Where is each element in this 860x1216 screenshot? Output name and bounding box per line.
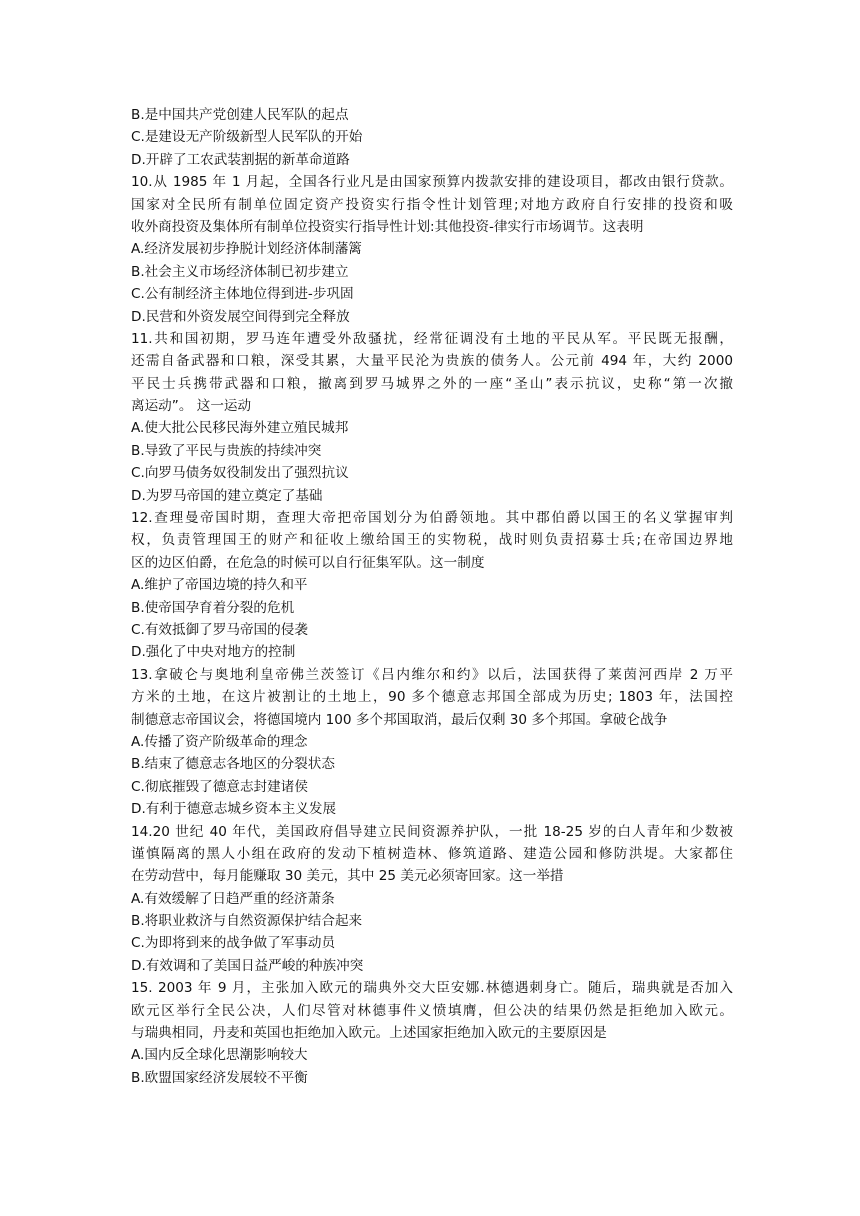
question-11-stem: 11.共和国初期，罗马连年遭受外敌骚扰，经常征调没有土地的平民从军。平民既无报酬，: [131, 330, 733, 347]
question-11-stem: 离运动”。 这一运动: [131, 398, 252, 415]
option-c: C.彻底摧毁了德意志封建诸侯: [131, 778, 308, 795]
question-15-stem: 15. 2003 年 9 月，主张加入欧元的瑞典外交大臣安娜.林德遇刺身亡。随后，瑞典就是否加入: [131, 980, 733, 997]
option-a: A.维护了帝国边境的持久和平: [131, 577, 308, 594]
option-c: C.是建设无产阶级新型人民军队的开始: [131, 129, 363, 146]
question-11-stem: 还需自备武器和口粮，深受其累，大量平民沦为贵族的债务人。公元前 494 年，大约 2000: [131, 353, 733, 370]
question-10-stem: 收外商投资及集体所有制单位投资实行指导性计划:其他投资-律实行市场调节。这表明: [131, 218, 644, 235]
option-b: B.社会主义市场经济体制已初步建立: [131, 263, 349, 280]
question-12-stem: 12.查理曼帝国时期，查理大帝把帝国划分为伯爵领地。其中郡伯爵以国王的名义掌握审判: [131, 510, 733, 527]
option-d: D.为罗马帝国的建立奠定了基础: [131, 487, 323, 504]
question-13-stem: 方米的土地，在这片被割让的土地上，90 多个德意志邦国全部成为历史; 1803 年，法国控: [131, 689, 733, 706]
question-14-stem: 谨慎隔离的黑人小组在政府的发动下植树造林、修筑道路、建造公园和修防洪堤。大家都住: [131, 845, 733, 862]
option-d: D.民营和外资发展空间得到完全释放: [131, 308, 350, 325]
option-b: B.使帝国孕育着分裂的危机: [131, 599, 295, 616]
option-c: C.公有制经济主体地位得到进-步巩固: [131, 286, 354, 303]
option-c: C.有效抵御了罗马帝国的侵袭: [131, 621, 308, 638]
option-d: D.有效调和了美国日益严峻的种族冲突: [131, 957, 364, 974]
option-a: A.经济发展初步挣脱计划经济体制藩篱: [131, 241, 362, 258]
question-11-stem: 平民士兵携带武器和口粮，撤离到罗马城界之外的一座“圣山”表示抗议，史称“第一次撤: [131, 375, 733, 392]
option-d: D.有利于德意志城乡资本主义发展: [131, 801, 337, 818]
question-10-stem: 10.从 1985 年 1 月起，全国各行业凡是由国家预算内拨款安排的建设项目，都改由银行贷款。: [131, 174, 733, 191]
option-c: C.为即将到来的战争做了军事动员: [131, 935, 336, 952]
question-13-stem: 制德意志帝国议会，将德国境内 100 多个邦国取消，最后仅剩 30 多个邦国。拿破仑战争: [131, 711, 668, 728]
option-d: D.强化了中央对地方的控制: [131, 644, 296, 661]
question-14-stem: 在劳动营中，每月能赚取 30 美元，其中 25 美元必须寄回家。这一举措: [131, 868, 564, 885]
option-a: A.传播了资产阶级革命的理念: [131, 733, 308, 750]
question-12-stem: 区的边区伯爵，在危急的时候可以自行征集军队。这一制度: [131, 554, 485, 571]
option-b: B.导致了平民与贵族的持续冲突: [131, 442, 322, 459]
option-b: B.结束了德意志各地区的分裂状态: [131, 756, 335, 773]
option-b: B.欧盟国家经济发展较不平衡: [131, 1069, 308, 1086]
option-b: B.将职业救济与自然资源保护结合起来: [131, 913, 363, 930]
option-a: A.国内反全球化思潮影响较大: [131, 1047, 308, 1064]
question-14-stem: 14.20 世纪 40 年代，美国政府倡导建立民间资源养护队，一批 18-25 岁的白人青年和少数被: [131, 823, 733, 840]
option-d: D.开辟了工农武装割据的新革命道路: [131, 151, 350, 168]
option-c: C.向罗马债务奴役制发出了强烈抗议: [131, 465, 349, 482]
option-a: A.有效缓解了日趋严重的经济萧条: [131, 890, 335, 907]
document-page: [131, 104, 733, 1089]
option-b: B.是中国共产党创建人民军队的起点: [131, 107, 349, 123]
question-10-stem: 国家对全民所有制单位固定资产投资实行指令性计划管理;对地方政府自行安排的投资和吸: [131, 196, 733, 213]
question-15-stem: 欧元区举行全民公决，人们尽管对林德事件义愤填膺，但公决的结果仍然是拒绝加入欧元。: [131, 1002, 733, 1019]
option-a: A.使大批公民移民海外建立殖民城邦: [131, 420, 349, 437]
question-13-stem: 13.拿破仑与奥地利皇帝佛兰茨签订《吕内维尔和约》以后，法国获得了莱茵河西岸 2 万平: [131, 666, 733, 683]
question-12-stem: 权，负责管理国王的财产和征收上缴给国王的实物税，战时则负责招募士兵;在帝国边界地: [131, 532, 733, 549]
question-15-stem: 与瑞典相同，丹麦和英国也拒绝加入欧元。上述国家拒绝加入欧元的主要原因是: [131, 1025, 607, 1042]
